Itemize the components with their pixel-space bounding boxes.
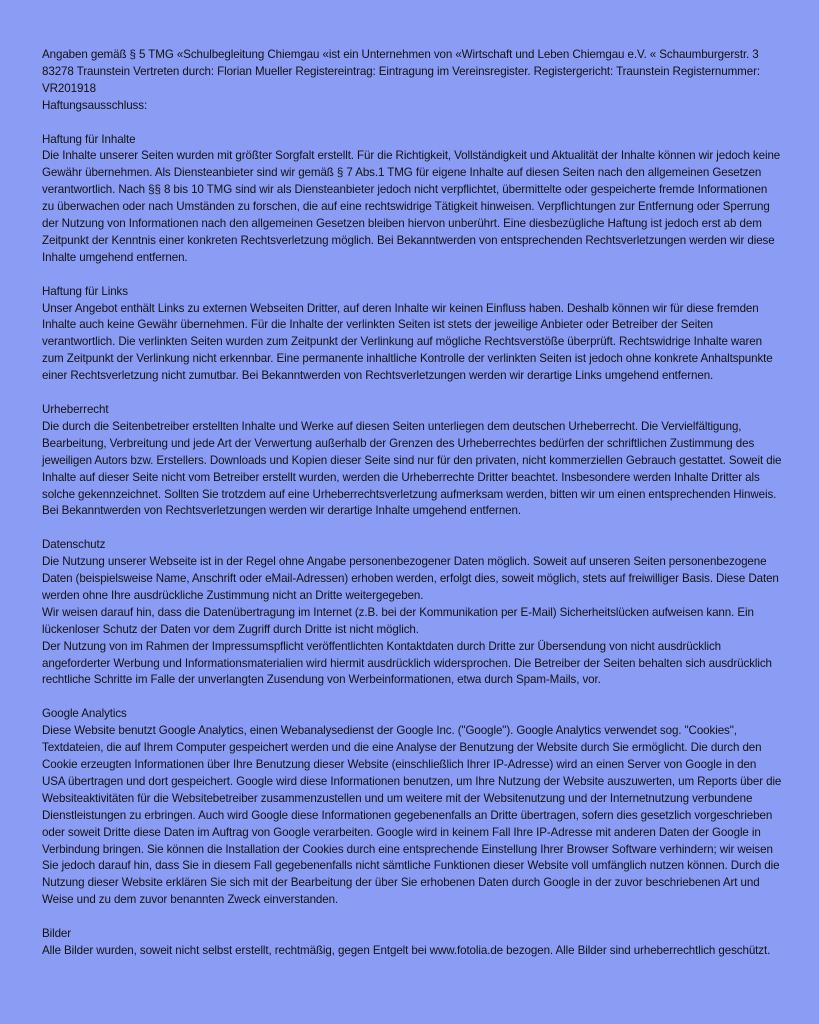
section-datenschutz — [42, 537, 782, 689]
section-heading: Urheberrecht — [42, 402, 109, 416]
section-paragraph: Wir weisen darauf hin, dass die Datenübertragung im Internet (z.B. bei der Kommunikation per E-Mail) Sicherheitslücken aufweisen kann. Ein lückenloser Schutz der Daten vor dem Zugriff durch Dritte ist nicht möglich. — [42, 605, 754, 636]
impressum-intro — [42, 47, 782, 115]
disclaimer-title: Haftungsausschluss: — [42, 98, 148, 112]
impressum-page — [42, 47, 782, 977]
section-heading: Google Analytics — [42, 707, 127, 721]
section-paragraph: Diese Website benutzt Google Analytics, einen Webanalysedienst der Google Inc. ("Google"). Google Analytics verwendet sog. "Cookies", Textdateien, die auf Ihrem Computer gespeichert werden und die eine Analyse der Benutzung der Website durch Sie ermöglicht. Die durch den Cookie erzeugten Informationen über Ihre Benutzung dieser Website (einschließlich Ihrer IP-Adresse) wird an einen Server von Google in den USA übertragen und dort gespeichert. Google wird diese Informationen benutzen, um Ihre Nutzung der Website auszuwerten, um Reports über die Websiteaktivitäten für die Websitebetreiber zusammenzustellen und um weitere mit der Websitenutzung und der Internetnutzung verbundene Dienstleistungen zu erbringen. Auch wird Google diese Informationen gegebenenfalls an Dritte übertragen, sofern dies gesetzlich vorgeschrieben oder soweit Dritte diese Daten im Auftrag von Google verarbeiten. Google wird in keinem Fall Ihre IP-Adresse mit anderen Daten der Google in Verbindung bringen. Sie können die Installation der Cookies durch eine entsprechende Einstellung Ihrer Browser Software verhindern; wir weisen Sie jedoch darauf hin, dass Sie in diesem Fall gegebenenfalls nicht sämtliche Funktionen dieser Website voll umfänglich nutzen können. Durch die Nutzung dieser Website erklären Sie sich mit der Bearbeitung der über Sie erhobenen Daten durch Google in der zuvor beschriebenen Art und Weise und zu dem zuvor benannten Zweck einverstanden. — [42, 724, 782, 907]
section-paragraph: Unser Angebot enthält Links zu externen Webseiten Dritter, auf deren Inhalte wir keinen Einfluss haben. Deshalb können wir für diese fremden Inhalte auch keine Gewähr übernehmen. Für die Inhalte der verlinkten Seiten ist stets der jeweilige Anbieter oder Betreiber der Seiten verantwortlich. Die verlinkten Seiten wurden zum Zeitpunkt der Verlinkung auf mögliche Rechtsverstöße überprüft. Rechtswidrige Inhalte waren zum Zeitpunkt der Verlinkung nicht erkennbar. Eine permanente inhaltliche Kontrolle der verlinkten Seiten ist jedoch ohne konkrete Anhaltspunkte einer Rechtsverletzung nicht zumutbar. Bei Bekanntwerden von Rechtsverletzungen werden wir derartige Links umgehend entfernen. — [42, 301, 773, 383]
section-heading: Bilder — [42, 927, 72, 941]
section-bilder — [42, 926, 782, 960]
section-google-analytics — [42, 706, 782, 909]
section-paragraph: Alle Bilder wurden, soweit nicht selbst erstellt, rechtmäßig, gegen Entgelt bei www.fotolia.de bezogen. Alle Bilder sind urheberrechtlich geschützt. — [42, 943, 771, 957]
section-haftung-inhalte — [42, 132, 782, 267]
section-heading: Datenschutz — [42, 538, 106, 552]
section-paragraph: Die Inhalte unserer Seiten wurden mit größter Sorgfalt erstellt. Für die Richtigkeit, Vollständigkeit und Aktualität der Inhalte können wir jedoch keine Gewähr übernehmen. Als Diensteanbieter sind wir gemäß § 7 Abs.1 TMG für eigene Inhalte auf diesen Seiten nach den allgemeinen Gesetzen verantwortlich. Nach §§ 8 bis 10 TMG sind wir als Diensteanbieter jedoch nicht verpflichtet, übermittelte oder gespeicherte fremde Informationen zu überwachen oder nach Umständen zu forschen, die auf eine rechtswidrige Tätigkeit hinweisen. Verpflichtungen zur Entfernung oder Sperrung der Nutzung von Informationen nach den allgemeinen Gesetzen bleiben hiervon unberührt. Eine diesbezügliche Haftung ist jedoch erst ab dem Zeitpunkt der Kenntnis einer konkreten Rechtsverletzung möglich. Bei Bekanntwerden von entsprechenden Rechtsverletzungen werden wir diese Inhalte umgehend entfernen. — [42, 149, 781, 264]
section-heading: Haftung für Inhalte — [42, 132, 136, 146]
section-paragraph: Der Nutzung von im Rahmen der Impressumspflicht veröffentlichten Kontaktdaten durch Dritte zur Übersendung von nicht ausdrücklich angeforderter Werbung und Informationsmaterialien wird hiermit ausdrücklich widersprochen. Die Betreiber der Seiten behalten sich ausdrücklich rechtliche Schritte im Falle der unverlangten Zusendung von Werbeinformationen, etwa durch Spam-Mails, vor. — [42, 639, 772, 687]
impressum-provider-info: Angaben gemäß § 5 TMG «Schulbegleitung Chiemgau «ist ein Unternehmen von «Wirtschaft und Leben Chiemgau e.V. « Schaumburgerstr. 3 83278 Traunstein Vertreten durch: Florian Mueller Registereintrag: Eintragung im Vereinsregister. Registergericht: Traunstein Registernummer: VR201918 — [42, 48, 760, 95]
section-urheberrecht — [42, 402, 782, 520]
section-haftung-links — [42, 284, 782, 385]
section-heading: Haftung für Links — [42, 284, 128, 298]
section-paragraph: Die durch die Seitenbetreiber erstellten Inhalte und Werke auf diesen Seiten unterliegen dem deutschen Urheberrecht. Die Vervielfältigung, Bearbeitung, Verbreitung und jede Art der Verwertung außerhalb der Grenzen des Urheberrechtes bedürfen der schriftlichen Zustimmung des jeweiligen Autors bzw. Erstellers. Downloads und Kopien dieser Seite sind nur für den privaten, nicht kommerziellen Gebrauch gestattet. Soweit die Inhalte auf dieser Seite nicht vom Betreiber erstellt wurden, werden die Urheberrechte Dritter beachtet. Insbesondere werden Inhalte Dritter als solche gekennzeichnet. Sollten Sie trotzdem auf eine Urheberrechtsverletzung aufmerksam werden, bitten wir um einen entsprechenden Hinweis. Bei Bekanntwerden von Rechtsverletzungen werden wir derartige Inhalte umgehend entfernen. — [42, 419, 782, 518]
section-paragraph: Die Nutzung unserer Webseite ist in der Regel ohne Angabe personenbezogener Daten möglich. Soweit auf unseren Seiten personenbezogene Daten (beispielsweise Name, Anschrift oder eMail-Adressen) erhoben werden, erfolgt dies, soweit möglich, stets auf freiwilliger Basis. Diese Daten werden ohne Ihre ausdrückliche Zustimmung nicht an Dritte weitergegeben. — [42, 555, 779, 602]
